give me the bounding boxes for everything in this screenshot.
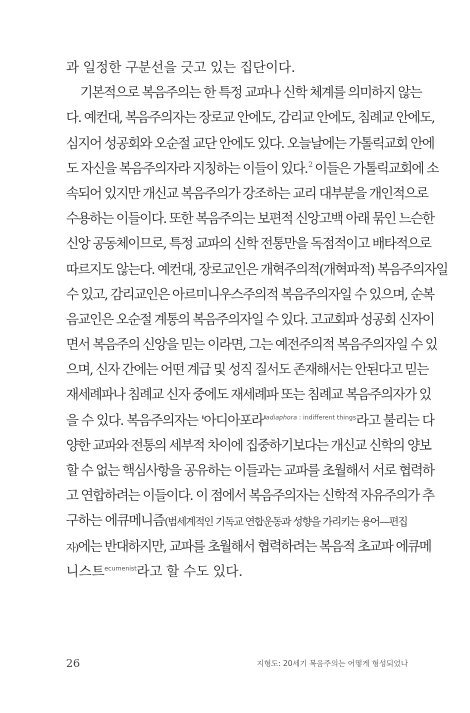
- text-line: [66, 232, 431, 257]
- line-text-pre: 니스트: [66, 564, 105, 580]
- text-line: [66, 157, 439, 182]
- footnote-marker: 2: [308, 161, 312, 170]
- line-text: [66, 535, 431, 560]
- line-text-post: 이들은 가톨릭교회에 소: [311, 161, 439, 177]
- line-text-pre: 구하는 에큐메니즘: [66, 514, 165, 530]
- text-line: [66, 106, 435, 131]
- text-line: [66, 81, 422, 106]
- text-line: [66, 535, 431, 560]
- line-text: 속되어 있지만 개신교 복음주의가 강조하는 교리 대부분을 개인적으로: [66, 186, 428, 202]
- text-line: [66, 182, 428, 207]
- text-line: [66, 434, 431, 459]
- gloss-annotation: ecumenist: [104, 565, 137, 573]
- text-line: [66, 560, 408, 585]
- body-text: [66, 56, 448, 585]
- gloss-separator: :: [296, 414, 304, 422]
- editor-note-word: 자: [66, 541, 75, 554]
- page-footer: [66, 657, 408, 671]
- line-text-pre: 을 수 있다. 복음주의자는 '아디아포라': [66, 413, 266, 429]
- line-text-post: 라고 불리는 다: [356, 413, 434, 429]
- line-text: 양한 교파와 전통의 세부적 차이에 집중하기보다는 개신교 신학의 양보: [66, 438, 431, 454]
- line-text: 면서 복음주의 신앙을 믿는 이라면, 그는 예전주의적 복음주의자일 수 있: [66, 338, 437, 354]
- line-text: 할 수 없는 핵심사항을 공유하는 이들과는 교파를 초월해서 서로 협력하: [66, 464, 434, 479]
- line-text-post: 에는 반대하지만, 교파를 초월해서 협력하려는 복음적 초교파 에큐메: [77, 539, 431, 555]
- editor-note-paren: ): [74, 541, 78, 554]
- line-text: 음교인은 오순절 계통의 복음주의자일 수 있다. 고교회파 성공회 신자이: [66, 312, 434, 328]
- line-text: [66, 560, 243, 585]
- text-line: [66, 56, 408, 81]
- text-line: [66, 509, 408, 534]
- text-line: [66, 383, 431, 408]
- line-text: 고 연합하려는 이들이다. 이 점에서 복음주의자는 신학적 자유주의가 추: [66, 489, 434, 505]
- line-text: 수 있고, 감리교인은 아르미니우스주의적 복음주의자일 수 있으며, 순복: [66, 287, 434, 303]
- text-line: [66, 258, 448, 283]
- text-line: [66, 132, 434, 157]
- gloss-term: adiaphora: [265, 414, 297, 422]
- text-line: [66, 333, 437, 358]
- line-text: 다. 예컨대, 복음주의자는 장로교 안에도, 감리교 안에도, 침례교 안에도,: [66, 111, 435, 127]
- line-text: 과 일정한 구분선을 긋고 있는 집단이다.: [66, 61, 296, 76]
- editor-note: (범세계적인 기독교 연합운동과 성향을 가리키는 용어—편집: [164, 516, 408, 529]
- line-text: 기본적으로 복음주의는 한 특정 교파나 신학 체계를 의미하지 않는: [80, 86, 422, 102]
- line-text: 으며, 신자 간에는 어떤 계급 및 성직 질서도 존재해서는 안된다고 믿는: [66, 363, 429, 379]
- editor-note-end: [66, 542, 78, 554]
- text-line: [66, 207, 434, 232]
- text-line: [66, 358, 429, 383]
- gloss-meaning: indifferent things: [303, 414, 357, 422]
- text-line: [66, 409, 434, 434]
- text-line: [66, 283, 434, 308]
- line-text: 신앙 공동체이므로, 특정 교파의 신학 전통만을 독점적이고 배타적으로: [66, 237, 431, 253]
- line-text: 심지어 성공회와 오순절 교단 안에도 있다. 오늘날에는 가톨릭교회 안에: [66, 136, 434, 152]
- gloss-annotation: [266, 414, 356, 421]
- line-text: 따르지도 않는다. 예컨대, 장로교인은 개혁주의적(개혁파적) 복음주의자일: [66, 262, 448, 278]
- page-number: 26: [66, 657, 80, 670]
- line-text: 수용하는 이들이다. 또한 복음주의는 보편적 신앙고백 아래 묶인 느슨한: [66, 212, 434, 228]
- line-text-pre: 도 자신을 복음주의자라 지칭하는 이들이 있다.: [66, 161, 308, 177]
- line-text: [66, 509, 407, 534]
- text-line: [66, 308, 434, 333]
- line-text: [66, 409, 434, 434]
- text-line: [66, 484, 434, 509]
- text-line: [66, 459, 434, 484]
- running-head: 지형도: 20세기 복음주의는 어떻게 형성되었나: [256, 659, 408, 668]
- line-text: 재세례파나 침례교 신자 중에도 재세례파 또는 침례교 복음주의자가 있: [66, 388, 431, 404]
- line-text-post: 라고 할 수도 있다.: [136, 564, 243, 580]
- line-text: [66, 157, 438, 182]
